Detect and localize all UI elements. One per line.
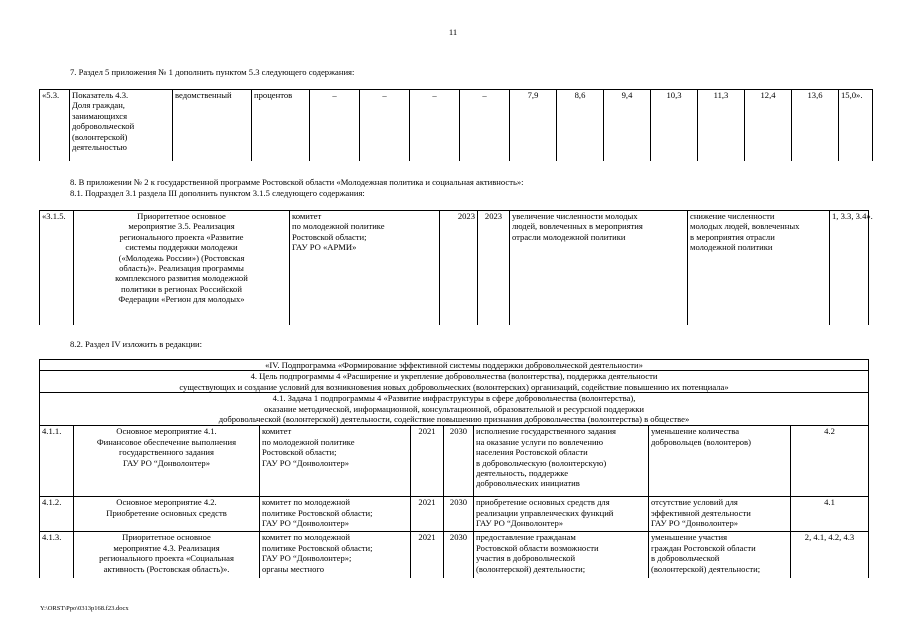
event-name: Основное мероприятие 4.2. Приобретение основных средств [74, 497, 260, 532]
goal-header: 4. Цель подпрограммы 4 «Расширение и укрепление добровольчества (волонтерства), поддержка деятельности существующих и создание условий для возникновения новых добровольческих (волонтерских) организаций, содействие повышению их потенциала» [40, 371, 869, 393]
item-8-2-text: 8.2. Раздел IV изложить в редакции: [70, 339, 203, 349]
event-result: увеличение численности молодых людей, вовлеченных в мероприятия отрасли молодежной политики [510, 211, 688, 325]
indicator-unit: процентов [252, 90, 310, 161]
item-8-text: 8. В приложении № 2 к государственной программе Ростовской области «Молодежная политика и социальная активность»: [70, 177, 524, 187]
event-consequence: уменьшение количества добровольцев (волонтеров) [649, 426, 791, 497]
event-start-year: 2021 [411, 532, 444, 578]
value-cell: 7,9 [510, 90, 557, 161]
event-name: Приоритетное основное мероприятие 4.3. Реализация регионального проекта «Социальная активность (Ростовская область)». [74, 532, 260, 578]
section-header: «IV. Подпрограмма «Формирование эффективной системы поддержки добровольческой деятельности» [40, 360, 869, 371]
table-row [40, 211, 869, 325]
item-8-1-text: 8.1. Подраздел 3.1 раздела III дополнить пунктом 3.1.5 следующего содержания: [70, 188, 365, 198]
value-cell: – [410, 90, 460, 161]
event-end-year: 2030 [444, 497, 474, 532]
event-start-year: 2021 [411, 497, 444, 532]
event-result: предоставление гражданам Ростовской области возможности участия в добровольческой (волонтерской) деятельности; [474, 532, 649, 578]
event-start-year: 2023 [440, 211, 478, 325]
value-cell: – [310, 90, 360, 161]
event-end-year: 2030 [444, 426, 474, 497]
indicator-type: ведомственный [173, 90, 252, 161]
value-cell: 15,0». [839, 90, 873, 161]
event-executor: комитет по молодежной политике Ростовской области; ГАУ РО “Донволонтер»; органы местного [260, 532, 411, 578]
table-row [40, 426, 869, 497]
table-row [40, 497, 869, 532]
event-end-year: 2023 [478, 211, 510, 325]
value-cell: 12,4 [745, 90, 792, 161]
value-cell: 8,6 [557, 90, 604, 161]
indicator-table [39, 89, 873, 161]
row-number: «5.3. [40, 90, 70, 161]
value-cell: 11,3 [698, 90, 745, 161]
footer-file-path: Y:\ORST\Ppo\0313p168.f23.docx [40, 605, 129, 612]
event-result: приобретение основных средств для реализации управленческих функций ГАУ РО “Донволонтер» [474, 497, 649, 532]
event-start-year: 2021 [411, 426, 444, 497]
event-consequence: снижение численности молодых людей, вовлеченных в мероприятия отрасли молодежной политики [688, 211, 830, 325]
value-cell: – [460, 90, 510, 161]
event-name: Основное мероприятие 4.1. Финансовое обеспечение выполнения государственного задания ГАУ РО “Донволонтер» [74, 426, 260, 497]
table-row [40, 532, 869, 578]
event-consequence: отсутствие условий для эффективной деятельности ГАУ РО “Донволонтер» [649, 497, 791, 532]
event-name: Приоритетное основное мероприятие 3.5. Реализация регионального проекта «Развитие системы поддержки молодежи («Молодежь России») (Ростовская область)». Реализация программы комплексного развития молодежной политики в регионах Российской Федерации «Регион для молодых» [74, 211, 290, 325]
row-number: 4.1.2. [40, 497, 74, 532]
row-number: «3.1.5. [40, 211, 74, 325]
event-consequence: уменьшение участия граждан Ростовской области в добровольческой (волонтерской) деятельности; [649, 532, 791, 578]
value-cell: 13,6 [792, 90, 839, 161]
event-link: 4.1 [791, 497, 869, 532]
value-cell: 9,4 [604, 90, 651, 161]
row-number: 4.1.1. [40, 426, 74, 497]
event-executor: комитет по молодежной политике Ростовской области; ГАУ РО “Донволонтер» [260, 426, 411, 497]
row-number: 4.1.3. [40, 532, 74, 578]
event-executor: комитет по молодежной политике Ростовской области; ГАУ РО “Донволонтер» [260, 497, 411, 532]
event-result: исполнение государственного задания на оказание услуги по вовлечению населения Ростовской области в добровольческую (волонтерскую) деятельность, поддержке добровольческих инициатив [474, 426, 649, 497]
value-cell: – [360, 90, 410, 161]
page-number: 11 [448, 27, 458, 37]
value-cell: 10,3 [651, 90, 698, 161]
event-link: 1, 3.3, 3.4». [830, 211, 869, 325]
event-executor: комитет по молодежной политике Ростовской области; ГАУ РО «АРМИ» [290, 211, 440, 325]
event-table [39, 210, 873, 325]
task-header: 4.1. Задача 1 подпрограммы 4 «Развитие инфраструктуры в сфере добровольчества (волонтерства), оказание методической, информационной, консультационной, образовательной и ресурсной поддержки добровольческой (волонтерской) деятельности, содействие повышению признания добровольчества (волонтерства) в обществе» [40, 393, 869, 426]
table-row [40, 90, 873, 161]
event-link: 2, 4.1, 4.2, 4.3 [791, 532, 869, 578]
subprogram-table [39, 359, 869, 578]
event-end-year: 2030 [444, 532, 474, 578]
indicator-name: Показатель 4.3. Доля граждан, занимающихся добровольческой (волонтерской) деятельностью [70, 90, 173, 161]
item-7-text: 7. Раздел 5 приложения № 1 дополнить пунктом 5.3 следующего содержания: [70, 67, 355, 77]
event-link: 4.2 [791, 426, 869, 497]
